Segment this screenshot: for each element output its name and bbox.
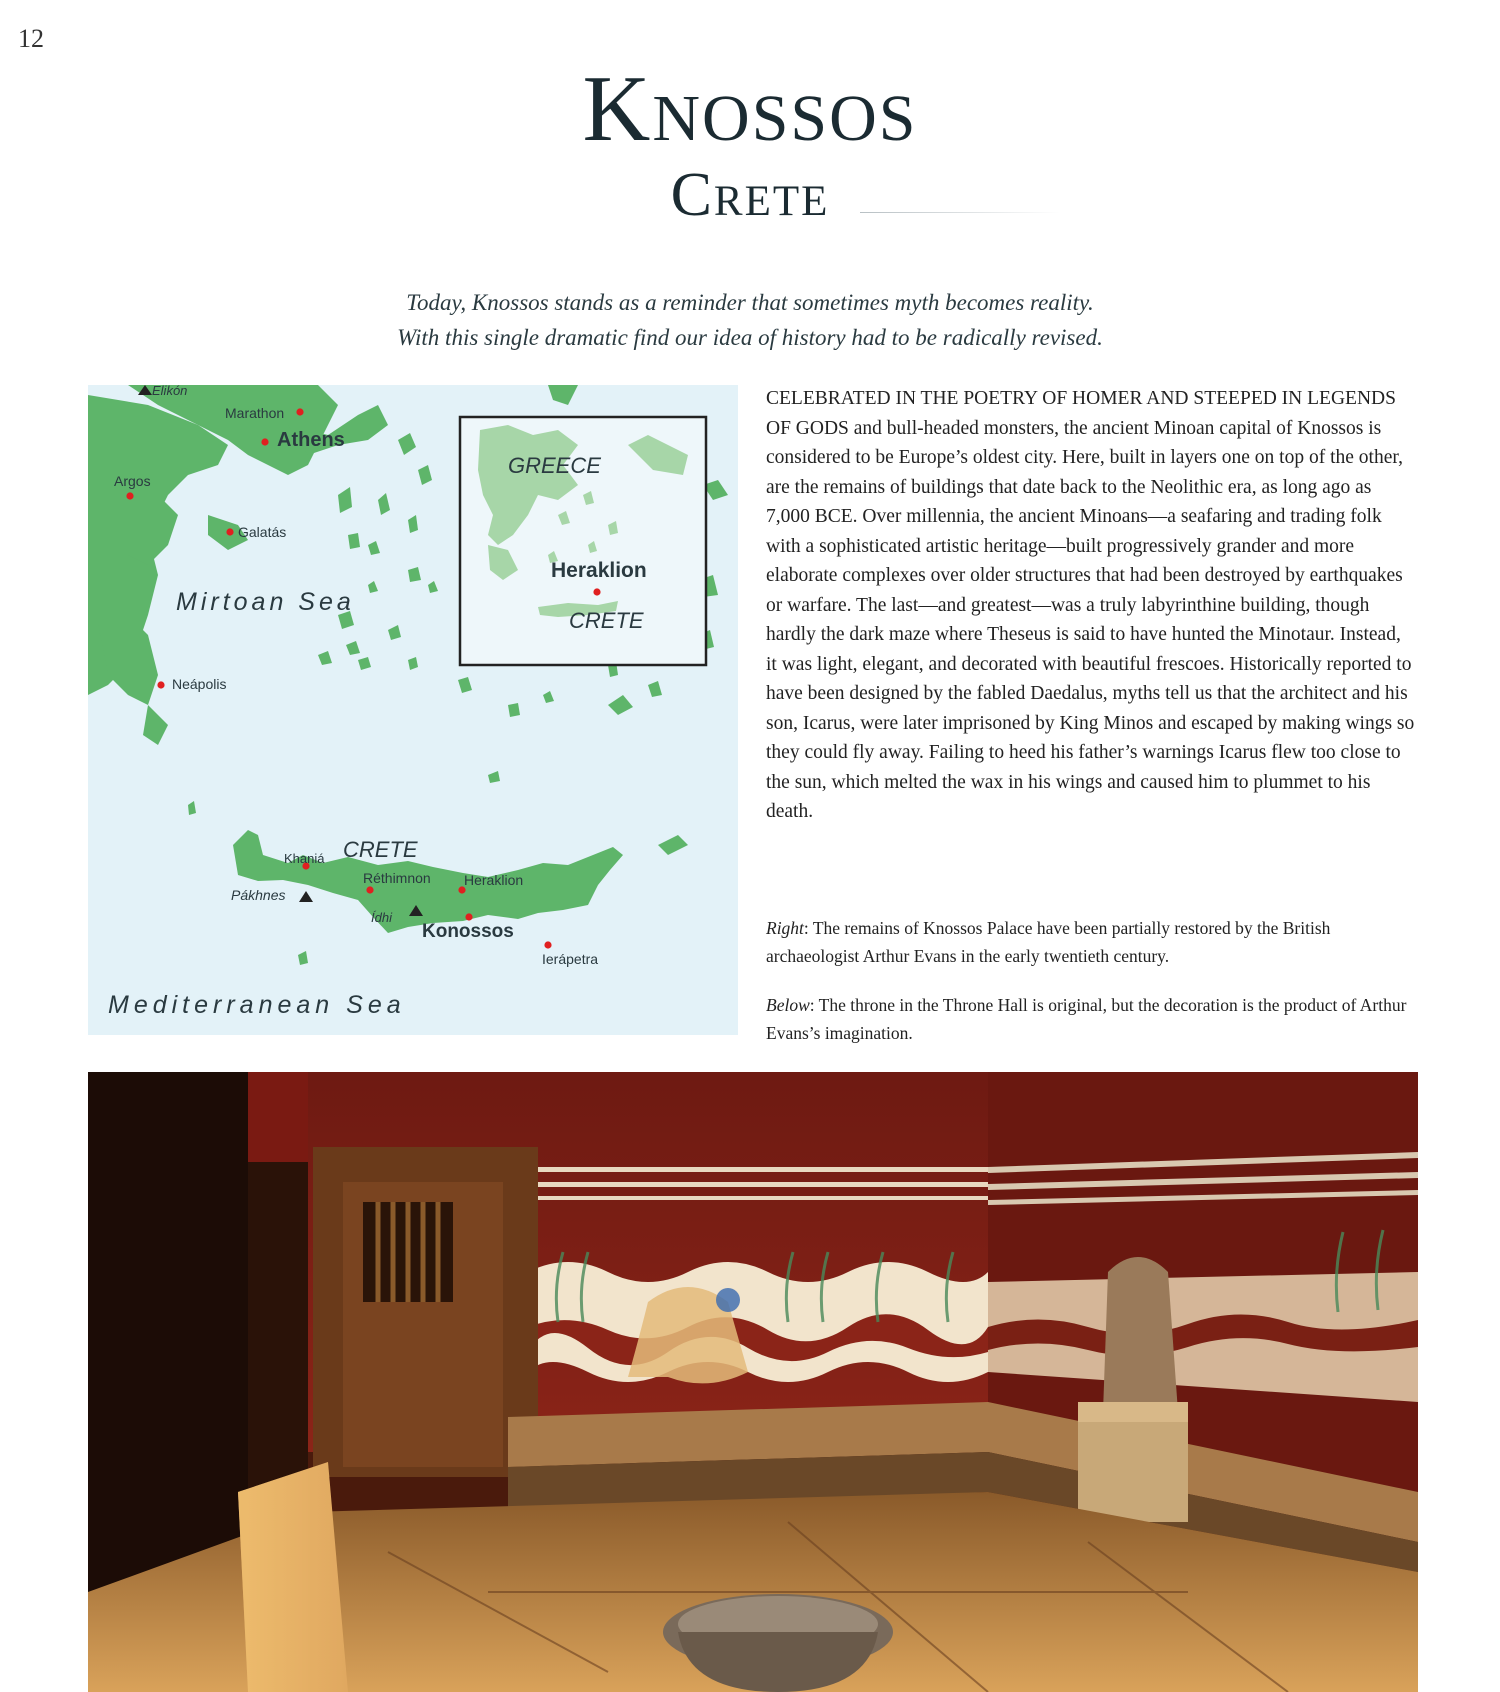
- map-label-konossos: Konossos: [422, 921, 514, 942]
- page-number: 12: [18, 24, 44, 53]
- title-rule: [860, 212, 1060, 213]
- map-label-heraklion-inset: Heraklion: [551, 559, 647, 582]
- map-label-neapolis: Neápolis: [172, 676, 227, 692]
- caption-below-label: Below: [766, 995, 810, 1015]
- caption-right-label: Right: [766, 918, 804, 938]
- caption-below: [766, 991, 1416, 1047]
- caption-below-text: : The throne in the Throne Hall is original, but the decoration is the product of Arthur Evans’s imagination.: [766, 995, 1407, 1043]
- map-greece-crete: [88, 385, 738, 1035]
- map-label-argos: Argos: [114, 473, 151, 489]
- article-text: and bull-headed monsters, the ancient Minoan capital of Knossos is considered to be Europe’s oldest city. Here, built in layers one on top of the other, are the remains of buildings that date back to the Neolithic era, as long ago as 7,000 BCE. Over millennia, the ancient Minoans—a seafaring and trading folk with a sophisticated artistic heritage—built progressively grander and more elaborate complexes over older structures that had been destroyed by earthquakes or warfare. The last—and greatest—was a truly labyrinthine building, though hardly the dark maze where Theseus is said to have hunted the Minotaur. Instead, it was light, elegant, and decorated with beautiful frescoes. Historically reported to have been designed by the fabled Daedalus, myths tell us that the architect and his son, Icarus, were later imprisoned by King Minos and escaped by making wings so they could fly away. Failing to heed his father’s warnings Icarus flew too close to the sun, which melted the wax in his wings and caused him to plummet to his death.: [766, 417, 1415, 822]
- intro-text: [0, 285, 1500, 355]
- map-label-crete-inset: CRETE: [569, 608, 644, 633]
- page-subtitle: Crete: [670, 161, 830, 229]
- map-label-khania: Khaniá: [284, 851, 325, 866]
- map-label-ierapetra: Ierápetra: [542, 951, 599, 967]
- caption-right-text: : The remains of Knossos Palace have been partially restored by the British archaeologist Arthur Evans in the early twentieth century.: [766, 918, 1331, 966]
- intro-line-1: Today, Knossos stands as a reminder that sometimes myth becomes reality.: [406, 290, 1094, 315]
- map-label-idhi: Ídhi: [371, 910, 392, 925]
- map-label-elikon: Elikón: [152, 385, 188, 398]
- title-block: [0, 57, 1500, 229]
- map-label-crete: CRETE: [343, 837, 418, 862]
- article-lead: CELEBRATED IN THE POETRY OF HOMER AND STEEPED IN LEGENDS OF GODS: [766, 388, 1396, 439]
- map-graphic: [88, 385, 738, 1035]
- map-label-mirtoan-sea: Mirtoan Sea: [176, 588, 355, 616]
- map-label-marathon: Marathon: [225, 405, 285, 421]
- map-label-mediterranean-sea: Mediterranean Sea: [108, 991, 406, 1019]
- map-label-athens: Athens: [277, 429, 345, 451]
- intro-line-2: With this single dramatic find our idea of history had to be radically revised.: [397, 325, 1103, 350]
- map-label-galatas: Galatás: [238, 524, 287, 540]
- map-label-greece: GREECE: [508, 453, 601, 478]
- article-body: [766, 384, 1416, 827]
- throne-room-illustration: [88, 1072, 1418, 1692]
- map-label-pakhnes: Pákhnes: [231, 887, 286, 903]
- caption-right: [766, 914, 1416, 970]
- map-label-heraklion: Heraklion: [464, 872, 524, 888]
- throne-room-photo: [88, 1072, 1418, 1692]
- page-title: Knossos: [582, 57, 918, 161]
- map-label-rethimnon: Réthimnon: [363, 870, 431, 886]
